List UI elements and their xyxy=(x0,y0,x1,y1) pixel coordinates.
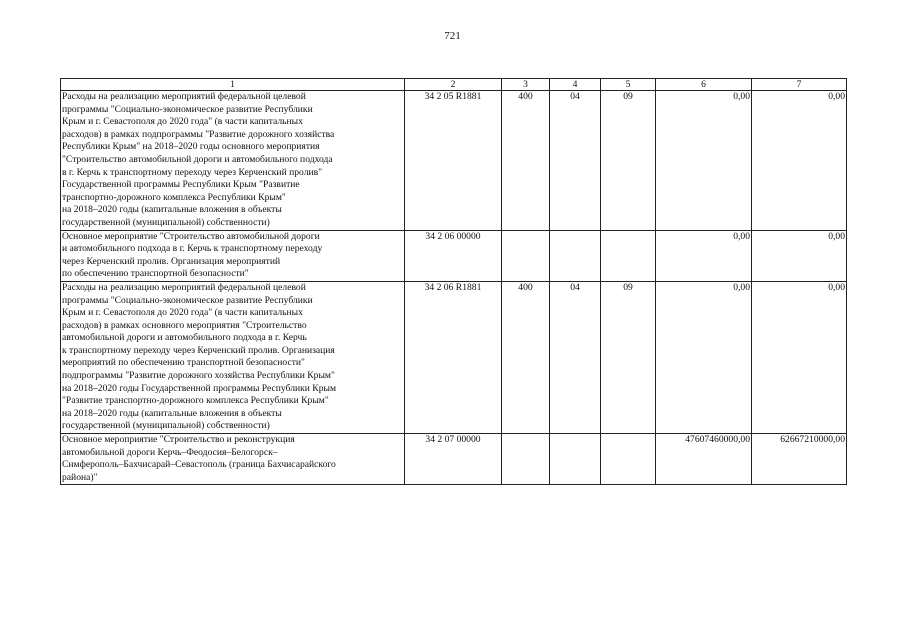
row-code: 34 2 06 R1881 xyxy=(405,281,502,433)
row-col5: 09 xyxy=(601,91,656,231)
row-code: 34 2 06 00000 xyxy=(405,230,502,281)
row-col3: 400 xyxy=(502,91,550,231)
header-row xyxy=(61,79,847,91)
row-col3: 400 xyxy=(502,281,550,433)
table-row xyxy=(61,434,847,485)
row-amount-7: 62667210000,00 xyxy=(752,434,847,485)
row-amount-6: 0,00 xyxy=(656,230,752,281)
column-header-7: 7 xyxy=(752,79,847,91)
row-description: Расходы на реализацию мероприятий федеральной целевой программы "Социально-экономическое развитие Республики Крым и г. Севастополя до 2020 года" (в части капитальных расходов) в рамках основного мероприятия "Строительство автомобильной дороги и автомобильного подхода в г. Керчь к транспортному переходу через Керченский пролив. Организация мероприятий по обеспечению транспортной безопасности" подпрограммы "Развитие дорожного хозяйства Республики Крым" на 2018–2020 годы Государственной программы Республики Крым "Развитие транспортно-дорожного комплекса Республики Крым" на 2018–2020 годы (капитальные вложения в объекты государственной (муниципальной) собственности) xyxy=(61,281,405,433)
row-amount-6: 0,00 xyxy=(656,281,752,433)
table-row xyxy=(61,91,847,231)
row-amount-7: 0,00 xyxy=(752,230,847,281)
column-header-2: 2 xyxy=(405,79,502,91)
row-description: Расходы на реализацию мероприятий федеральной целевой программы "Социально-экономическое развитие Республики Крым и г. Севастополя до 2020 года" (в части капитальных расходов) в рамках подпрограммы "Развитие дорожного хозяйства Республики Крым" на 2018–2020 годы основного мероприятия "Строительство автомобильной дороги и автомобильного подхода в г. Керчь к транспортному переходу через Керченский пролив" Государственной программы Республики Крым "Развитие транспортно-дорожного комплекса Республики Крым" на 2018–2020 годы (капитальные вложения в объекты государственной (муниципальной) собственности) xyxy=(61,91,405,231)
column-header-6: 6 xyxy=(656,79,752,91)
budget-table xyxy=(60,78,847,485)
page-number: 721 xyxy=(444,30,461,42)
column-header-5: 5 xyxy=(601,79,656,91)
row-col4: 04 xyxy=(550,91,601,231)
row-col4 xyxy=(550,434,601,485)
table-row xyxy=(61,281,847,433)
row-col4 xyxy=(550,230,601,281)
row-description: Основное мероприятие "Строительство автомобильной дороги и автомобильного подхода в г. Керчь к транспортному переходу через Керченский пролив. Организация мероприятий по обеспечению транспортной безопасности" xyxy=(61,230,405,281)
row-col5 xyxy=(601,230,656,281)
row-col3 xyxy=(502,434,550,485)
column-header-1: 1 xyxy=(61,79,405,91)
row-amount-7: 0,00 xyxy=(752,91,847,231)
row-amount-7: 0,00 xyxy=(752,281,847,433)
row-description: Основное мероприятие "Строительство и реконструкция автомобильной дороги Керчь–Феодосия–Белогорск– Симферополь–Бахчисарай–Севастополь (граница Бахчисарайского района)" xyxy=(61,434,405,485)
row-code: 34 2 05 R1881 xyxy=(405,91,502,231)
row-col5: 09 xyxy=(601,281,656,433)
column-header-4: 4 xyxy=(550,79,601,91)
row-amount-6: 47607460000,00 xyxy=(656,434,752,485)
row-code: 34 2 07 00000 xyxy=(405,434,502,485)
row-amount-6: 0,00 xyxy=(656,91,752,231)
column-header-3: 3 xyxy=(502,79,550,91)
table-row xyxy=(61,230,847,281)
row-col3 xyxy=(502,230,550,281)
row-col5 xyxy=(601,434,656,485)
row-col4: 04 xyxy=(550,281,601,433)
